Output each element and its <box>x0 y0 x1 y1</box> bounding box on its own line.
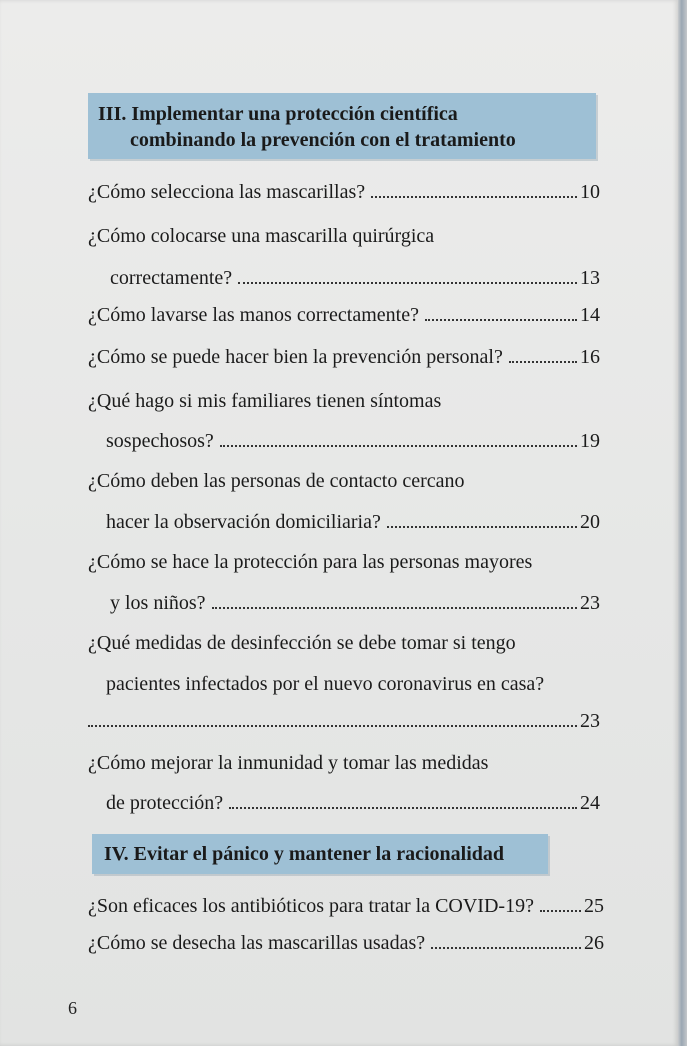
toc-entry-continuation <box>110 590 600 616</box>
toc-entry <box>88 549 600 575</box>
dot-leader <box>540 910 581 912</box>
toc-page-number: 10 <box>580 181 600 203</box>
toc-entry-text: ¿Qué hago si mis familiares tienen síntomas <box>88 390 442 412</box>
toc-entry-text: hacer la observación domiciliaria? <box>106 511 381 533</box>
toc-entry <box>88 893 604 919</box>
toc-entry-text: ¿Cómo selecciona las mascarillas? <box>88 181 366 203</box>
toc-entry-text: ¿Cómo lavarse las manos correctamente? <box>88 304 419 326</box>
dot-leader <box>220 445 577 447</box>
section-heading-iii <box>88 93 596 159</box>
dot-leader <box>509 361 577 363</box>
toc-page-number: 20 <box>580 511 600 533</box>
toc-page-number: 13 <box>580 267 600 289</box>
toc-page-number: 24 <box>580 792 600 814</box>
toc-entry <box>88 388 600 414</box>
toc-page-number: 16 <box>580 346 600 368</box>
toc-entry <box>88 223 600 249</box>
toc-entry-continuation <box>106 428 600 454</box>
toc-entry-text: ¿Qué medidas de desinfección se debe tomar si tengo <box>88 632 516 654</box>
toc-entry-text: ¿Cómo se puede hacer bien la prevención personal? <box>88 346 503 368</box>
toc-page-number: 19 <box>580 430 600 452</box>
page-number: 6 <box>68 998 77 1018</box>
toc-entry-text: y los niños? <box>110 592 206 614</box>
section-heading-line: combinando la prevención con el tratamiento <box>130 129 516 151</box>
dot-leader <box>229 807 577 809</box>
toc-entry <box>88 179 600 205</box>
toc-page-number: 14 <box>580 304 600 326</box>
toc-page-number: 23 <box>580 592 600 614</box>
toc-entry-text: ¿Cómo se hace la protección para las personas mayores <box>88 551 533 573</box>
dot-leader <box>212 607 577 609</box>
toc-entry-continuation <box>110 265 600 291</box>
toc-entry-text: correctamente? <box>110 267 233 289</box>
dot-leader <box>88 725 577 727</box>
toc-entry-text: ¿Cómo se desecha las mascarillas usadas? <box>88 932 426 954</box>
toc-entry <box>88 344 600 370</box>
toc-entry-continuation <box>88 708 600 734</box>
dot-leader <box>238 282 577 284</box>
toc-entry-text: pacientes infectados por el nuevo coronavirus en casa? <box>106 673 545 695</box>
toc-entry <box>88 630 600 656</box>
toc-entry-text: de protección? <box>106 792 224 814</box>
dot-leader <box>387 526 577 528</box>
toc-page-number: 26 <box>584 932 604 954</box>
dot-leader <box>425 319 577 321</box>
toc-page-number: 23 <box>580 710 600 732</box>
toc-page-number: 25 <box>584 895 604 917</box>
book-edge <box>678 0 687 1046</box>
toc-entry-continuation <box>106 671 600 697</box>
toc-entry <box>88 750 600 776</box>
toc-entry-text: ¿Cómo deben las personas de contacto cercano <box>88 470 465 492</box>
toc-entry-text: ¿Cómo colocarse una mascarilla quirúrgica <box>88 225 435 247</box>
dot-leader <box>371 196 577 198</box>
dot-leader <box>431 947 581 949</box>
toc-entry <box>88 302 600 328</box>
toc-entry <box>88 468 600 494</box>
toc-entry-text: sospechosos? <box>106 430 214 452</box>
section-heading-line: IV. Evitar el pánico y mantener la racionalidad <box>104 843 505 865</box>
section-heading-iv <box>92 834 548 874</box>
toc-entry-continuation <box>106 790 600 816</box>
toc-entry-text: ¿Son eficaces los antibióticos para tratar la COVID-19? <box>88 895 534 917</box>
toc-entry-text: ¿Cómo mejorar la inmunidad y tomar las medidas <box>88 752 489 774</box>
toc-entry <box>88 930 604 956</box>
toc-entry-continuation <box>106 509 600 535</box>
section-heading-line: III. Implementar una protección científica <box>98 103 458 125</box>
